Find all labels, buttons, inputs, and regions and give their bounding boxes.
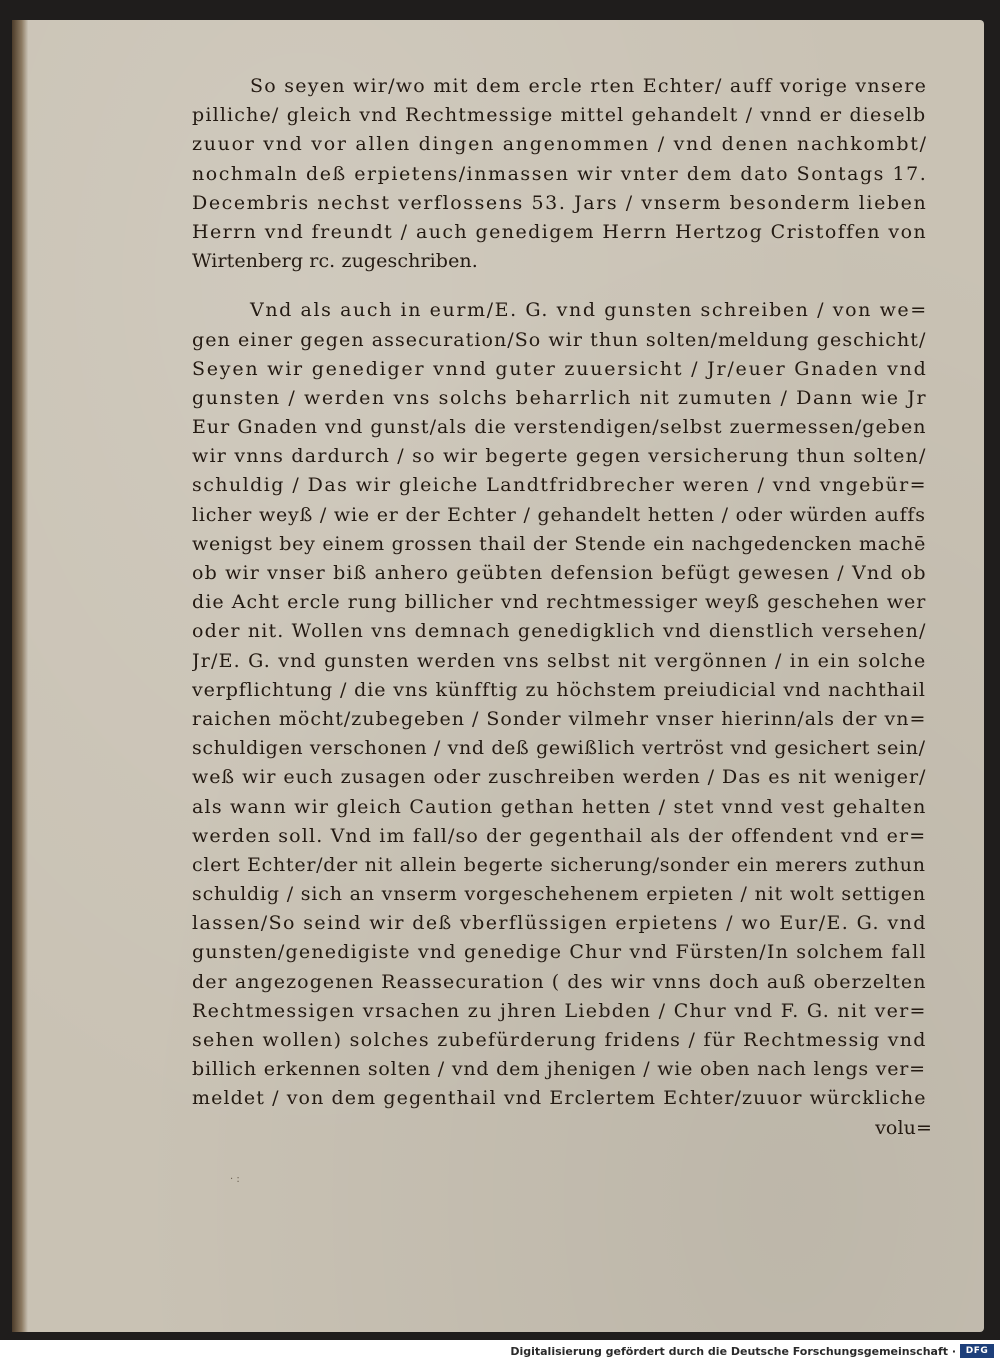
text-line: licher weyß / wie er der Echter / gehandelt hetten / oder würden auffs (192, 503, 926, 526)
ink-specks: · : (230, 1174, 240, 1185)
text-line: der angezogenen Reassecuration ( des wir vnns doch auß oberzelten (192, 970, 927, 993)
text-line: So seyen wir/wo mit dem ercle rten Echter/ auff vorige vnsere (250, 75, 928, 97)
text-line: Herrn vnd freundt / auch genedigem Herrn Hertzog Cristoffen von (192, 220, 928, 243)
text-line: wenigst bey einem grossen thail der Stende ein nachgedencken machē (192, 532, 927, 555)
text-line: Vnd als auch in eurm/E. G. vnd gunsten schreiben / von we= (250, 299, 928, 322)
text-line: meldet / von dem gegenthail vnd Erclertem Echter/zuuor würckliche (192, 1087, 927, 1110)
text-line: gunsten/genedigiste vnd genedige Chur vnd Fürsten/In solchem fall (192, 941, 927, 964)
text-line: schuldig / sich an vnserm vorgeschehenem erpieten / nit wolt settigen (192, 883, 926, 906)
dfg-logo: DFG (960, 1344, 994, 1358)
page-text (192, 72, 932, 1143)
text-line: Wirtenberg rc. zugeschriben. (192, 250, 478, 273)
text-line: schuldigen verschonen / vnd deß gewißlich vertröst vnd gesichert sein/ (192, 737, 926, 760)
text-line: Rechtmessigen vrsachen zu jhren Liebden / Chur vnd F. G. nit ver= (192, 999, 927, 1022)
text-line: ob wir vnser biß anhero geübten defension befügt gewesen / Vnd ob (192, 562, 927, 584)
text-line: raichen möcht/zubegeben / Sonder vilmehr vnser hierinn/als der vn= (192, 707, 927, 730)
text-line: Decembris nechst verflossens 53. Jars / vnserm besonderm lieben (192, 191, 928, 214)
text-line: lassen/So seind wir deß vberflüssigen erpietens / wo Eur/E. G. vnd (192, 912, 927, 935)
text-line: die Acht ercle rung billicher vnd rechtmessiger weyß geschehen wer (192, 591, 927, 614)
text-line: clert Echter/der nit allein begerte sicherung/sonder ein merers zuthun (192, 853, 926, 876)
text-line: werden soll. Vnd im fall/so der gegenthail als der offendent vnd er= (192, 824, 927, 847)
text-line: zuuor vnd vor allen dingen angenommen / vnd denen nachkombt/ (192, 133, 928, 156)
text-line: Eur Gnaden vnd gunst/als die verstendigen/selbst zuermessen/geben (192, 416, 927, 439)
text-line: wir vnns dardurch / so wir begerte gegen versicherung thun solten/ (192, 445, 927, 468)
paragraph-2 (192, 296, 932, 1142)
text-line: schuldig / Das wir gleiche Landtfridbrecher weren / vnd vngebür= (192, 474, 928, 497)
text-line: verpflichtung / die vns künfftig zu höchstem preiudicial vnd nachthail (192, 678, 926, 701)
text-line: oder nit. Wollen vns demnach genedigklich vnd dienstlich versehen/ (192, 620, 927, 643)
text-line: Jr/E. G. vnd gunsten werden vns selbst nit vergönnen / in ein solche (192, 649, 927, 672)
text-line: gen einer gegen assecuration/So wir thun solten/meldung geschicht/ (192, 328, 927, 351)
text-line: pilliche/ gleich vnd Rechtmessige mittel gehandelt / vnnd er dieselb (192, 104, 927, 127)
text-line: weß wir euch zusagen oder zuschreiben werden / Das es nit weniger/ (192, 766, 927, 789)
text-line: sehen wollen) solches zubefürderung fridens / für Rechtmessig vnd (192, 1029, 927, 1051)
footer-bar (0, 1340, 1000, 1363)
text-line: gunsten / werden vns solchs beharrlich nit zumuten / Dann wie Jr (192, 386, 928, 409)
text-line: Seyen wir genediger vnnd guter zuuersicht / Jr/euer Gnaden vnd (192, 357, 928, 380)
page-gutter (12, 20, 28, 1332)
text-line: als wann wir gleich Caution gethan hetten / stet vnnd vest gehalten (192, 795, 927, 818)
paragraph-1 (192, 72, 932, 276)
text-line: nochmaln deß erpietens/inmassen wir vnter dem dato Sontags 17. (192, 162, 928, 185)
catchword: volu= (875, 1116, 932, 1139)
funding-credit: Digitalisierung gefördert durch die Deutsche Forschungsgemeinschaft · (510, 1345, 956, 1358)
text-line: billich erkennen solten / vnd dem jhenigen / wie oben nach lengs ver= (192, 1058, 926, 1081)
